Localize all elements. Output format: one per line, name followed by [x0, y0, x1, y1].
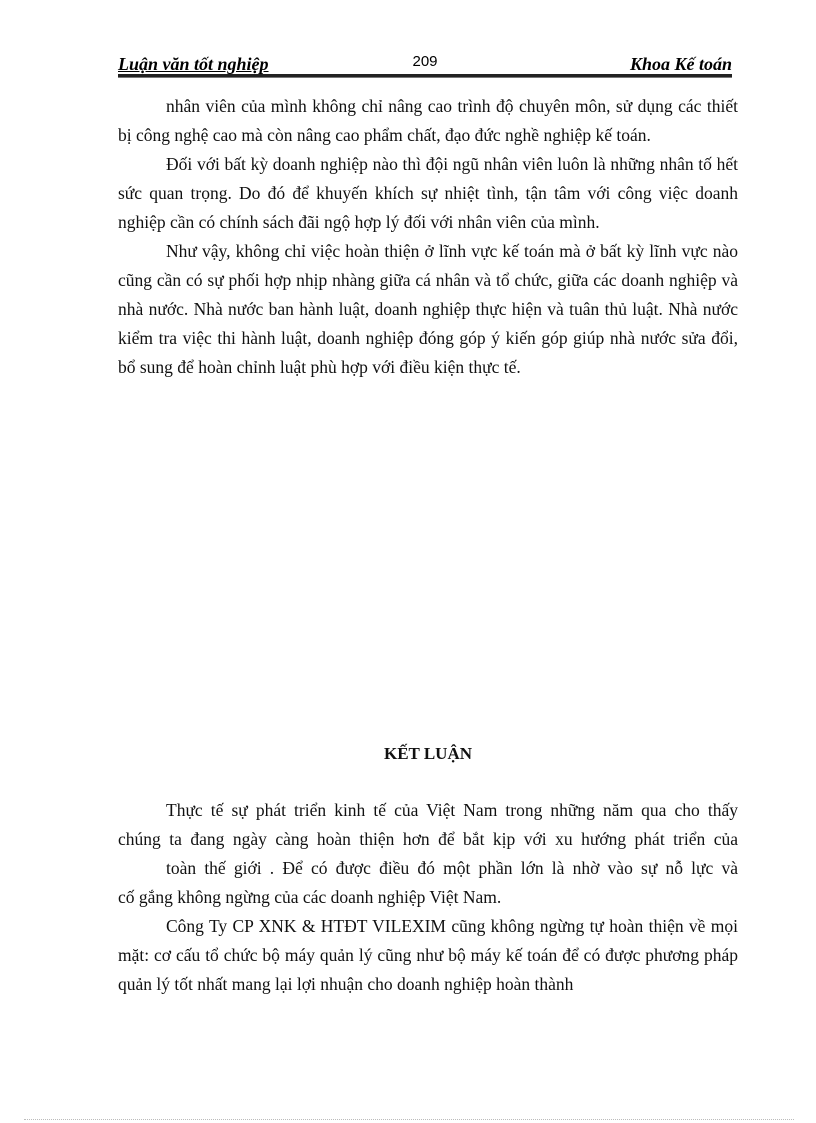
paragraph-line: cố gắng không ngừng của các doanh nghiệp Việt Nam. — [118, 887, 502, 907]
body-text — [118, 92, 738, 382]
header-department: Khoa Kế toán — [629, 54, 732, 74]
paragraph: Đối với bất kỳ doanh nghiệp nào thì đội ngũ nhân viên luôn là những nhân tố hết sức quan trọng. Do đó để khuyến khích sự nhiệt tình, tận tâm với công việc doanh nghiệp cần có chính sách đãi ngộ hợp lý đối với nhân viên của mình. — [118, 154, 738, 232]
paragraph-line: toàn thế giới . Để có được điều đó một phần lớn là nhờ vào sự nỗ lực và — [166, 858, 738, 878]
section-heading: KẾT LUẬN — [383, 744, 472, 763]
paragraph-line: chúng ta đang ngày càng hoàn thiện hơn để bắt kịp với xu hướng phát triển của — [118, 829, 738, 849]
conclusion-text — [118, 796, 738, 999]
header-divider — [118, 74, 732, 78]
page-number: 209 — [412, 53, 438, 70]
paragraph: Như vậy, không chỉ việc hoàn thiện ở lĩnh vực kế toán mà ở bất kỳ lĩnh vực nào cũng cần có sự phối hợp nhịp nhàng giữa cá nhân và tổ chức, giữa các doanh nghiệp và nhà nước. Nhà nước ban hành luật, doanh nghiệp thực hiện và tuân thủ luật. Nhà nước kiểm tra việc thi hành luật, doanh nghiệp đóng góp ý kiến góp giúp nhà nước sửa đổi, bổ sung để hoàn chỉnh luật phù hợp với điều kiện thực tế. — [118, 241, 738, 377]
paragraph-line: Thực tế sự phát triển kinh tế của Việt Nam trong những năm qua cho thấy — [166, 800, 738, 820]
paragraph: Công Ty CP XNK & HTĐT VILEXIM cũng không ngừng tự hoàn thiện về mọi mặt: cơ cấu tổ chức bộ máy quản lý cũng như bộ máy kế toán để có được phương pháp quản lý tốt nhất mang lại lợi nhuận cho doanh nghiệp hoàn thành — [118, 916, 738, 994]
paragraph: nhân viên của mình không chỉ nâng cao trình độ chuyên môn, sử dụng các thiết bị công nghệ cao mà còn nâng cao phẩm chất, đạo đức nghề nghiệp kế toán. — [118, 96, 738, 145]
header-thesis-title: Luận văn tốt nghiệp — [118, 54, 269, 74]
page-header — [118, 54, 732, 76]
page-bottom-border — [24, 1119, 794, 1120]
